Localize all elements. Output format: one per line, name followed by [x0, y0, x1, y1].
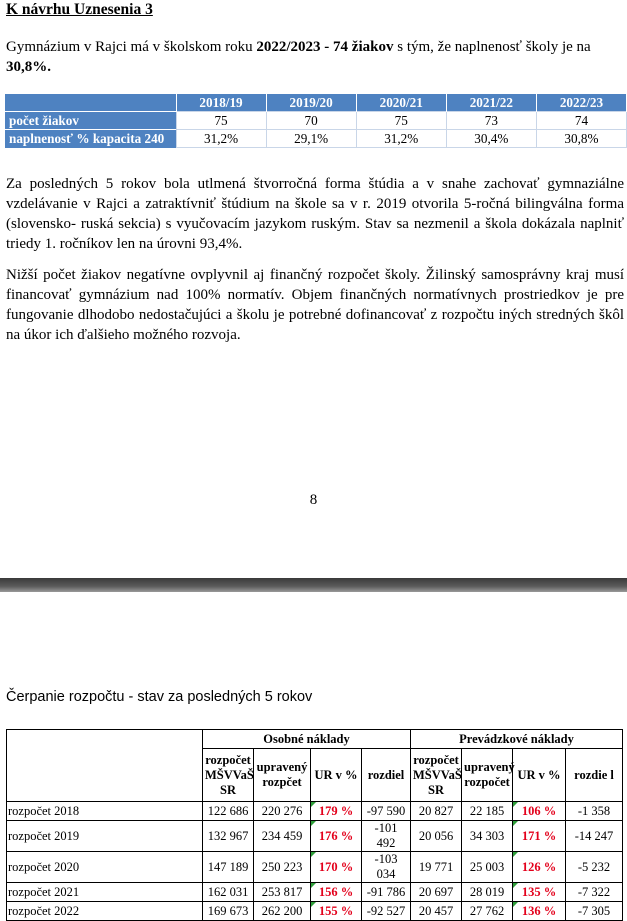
budget-group-header	[7, 730, 623, 749]
table-cell: 250 223	[254, 852, 311, 883]
table-cell: 31,2%	[356, 130, 446, 148]
table-cell: 20 457	[411, 902, 462, 921]
table-cell: -103 034	[362, 852, 411, 883]
table-cell: 30,8%	[536, 130, 626, 148]
table-cell: 20 056	[411, 821, 462, 852]
students-table-header	[5, 94, 627, 112]
page-heading: K návrhu Uznesenia 3	[6, 1, 153, 18]
table-cell: 19 771	[411, 852, 462, 883]
row-label: rozpočet 2021	[7, 883, 203, 902]
table-row	[7, 883, 623, 902]
table-row	[7, 802, 623, 821]
intro-paragraph	[6, 37, 624, 77]
row-label: rozpočet 2019	[7, 821, 203, 852]
ur-percent-cell: 126 %	[513, 852, 566, 883]
group-operating-costs: Prevádzkové náklady	[411, 730, 623, 749]
ur-percent-cell: 176 %	[311, 821, 362, 852]
paragraph-study-forms: Za posledných 5 rokov bola utlmená štvorročná forma štúdia a v snahe zachovať gymnaziálne vzdelávanie v Rajci a zatraktívniť štúdium na škole sa v r. 2019 otvorila 5-ročná bilingválna forma (slovensko- ruská sekcia) s vyučovacím jazykom ruským. Stav sa nezmenil a škola dokázala naplniť triedy 1. ročníkov len na úrovni 93,4%.	[6, 176, 624, 252]
col-difference: rozdie l	[566, 749, 623, 802]
table-cell: -91 786	[362, 883, 411, 902]
table-cell: 31,2%	[176, 130, 266, 148]
year-header: 2021/22	[446, 94, 536, 112]
row-label: rozpočet 2022	[7, 902, 203, 921]
corner-cell	[5, 94, 176, 112]
table-cell: 27 762	[462, 902, 513, 921]
table-cell: 34 303	[462, 821, 513, 852]
ur-percent-cell: 170 %	[311, 852, 362, 883]
table-cell: 20 697	[411, 883, 462, 902]
table-cell: 147 189	[203, 852, 254, 883]
table-cell: -101 492	[362, 821, 411, 852]
table-cell: 73	[446, 112, 536, 130]
year-header: 2019/20	[266, 94, 356, 112]
col-msvvas-budget: rozpočet MŠVVaŠ SR	[411, 749, 462, 802]
table-cell: 169 673	[203, 902, 254, 921]
ur-percent-cell: 179 %	[311, 802, 362, 821]
table-cell: 75	[176, 112, 266, 130]
table-row	[7, 821, 623, 852]
table-cell: -7 322	[566, 883, 623, 902]
table-row	[5, 112, 627, 130]
table-cell: 253 817	[254, 883, 311, 902]
corner-cell	[7, 730, 203, 802]
intro-text-2: s tým, že naplnenosť školy je na	[393, 39, 591, 55]
ur-percent-cell: 106 %	[513, 802, 566, 821]
table-cell: -5 232	[566, 852, 623, 883]
page-separator	[0, 578, 627, 592]
table-cell: -92 527	[362, 902, 411, 921]
table-cell: 220 276	[254, 802, 311, 821]
paragraph-budget: Nižší počet žiakov negatívne ovplyvnil aj finančný rozpočet školy. Žilinský samosprávny kraj musí financovať gymnázium nad 100% normatív. Objem finančných normatívnych prostriedkov je pre fungovanie dlhodobo nedostačujúci a školu je potrebné dofinancovať z rozpočtu iných stredných škôl na úkor ich ďalšieho možného rozvoja.	[6, 267, 624, 343]
col-difference: rozdiel	[362, 749, 411, 802]
table-row	[7, 852, 623, 883]
col-ur-percent: UR v %	[311, 749, 362, 802]
students-table	[5, 94, 627, 148]
table-cell: 75	[356, 112, 446, 130]
intro-bold-students: 2022/2023 - 74 žiakov	[256, 39, 394, 55]
intro-text-1: Gymnázium v Rajci má v školskom roku	[6, 39, 257, 55]
ur-percent-cell: 155 %	[311, 902, 362, 921]
table-cell: 29,1%	[266, 130, 356, 148]
table-cell: 25 003	[462, 852, 513, 883]
table-cell: 162 031	[203, 883, 254, 902]
document-page-2	[0, 592, 627, 918]
row-label: počet žiakov	[5, 112, 176, 130]
table-cell: -14 247	[566, 821, 623, 852]
ur-percent-cell: 136 %	[513, 902, 566, 921]
row-label: rozpočet 2018	[7, 802, 203, 821]
budget-table	[6, 729, 623, 921]
table-row	[7, 902, 623, 921]
table-cell: -7 305	[566, 902, 623, 921]
col-adjusted-budget: upravený rozpočet	[462, 749, 513, 802]
intro-bold-occupancy: 30,8%.	[6, 59, 51, 75]
table-cell: -97 590	[362, 802, 411, 821]
ur-percent-cell: 135 %	[513, 883, 566, 902]
col-adjusted-budget: upravený rozpčet	[254, 749, 311, 802]
table-cell: 22 185	[462, 802, 513, 821]
table-row	[5, 130, 627, 148]
table-cell: -1 358	[566, 802, 623, 821]
ur-percent-cell: 171 %	[513, 821, 566, 852]
ur-percent-cell: 156 %	[311, 883, 362, 902]
row-label: naplnenosť % kapacita 240	[5, 130, 176, 148]
table-cell: 30,4%	[446, 130, 536, 148]
budget-caption: Čerpanie rozpočtu - stav za posledných 5 rokov	[6, 689, 313, 705]
col-ur-percent: UR v %	[513, 749, 566, 802]
table-cell: 28 019	[462, 883, 513, 902]
year-header: 2020/21	[356, 94, 446, 112]
row-label: rozpočet 2020	[7, 852, 203, 883]
table-cell: 122 686	[203, 802, 254, 821]
group-personal-costs: Osobné náklady	[203, 730, 411, 749]
page-number: 8	[309, 492, 318, 508]
table-cell: 132 967	[203, 821, 254, 852]
year-header: 2022/23	[536, 94, 626, 112]
table-cell: 234 459	[254, 821, 311, 852]
table-cell: 262 200	[254, 902, 311, 921]
table-cell: 74	[536, 112, 626, 130]
year-header: 2018/19	[176, 94, 266, 112]
col-msvvas-budget: rozpočet MŠVVaŠ SR	[203, 749, 254, 802]
table-cell: 20 827	[411, 802, 462, 821]
table-cell: 70	[266, 112, 356, 130]
